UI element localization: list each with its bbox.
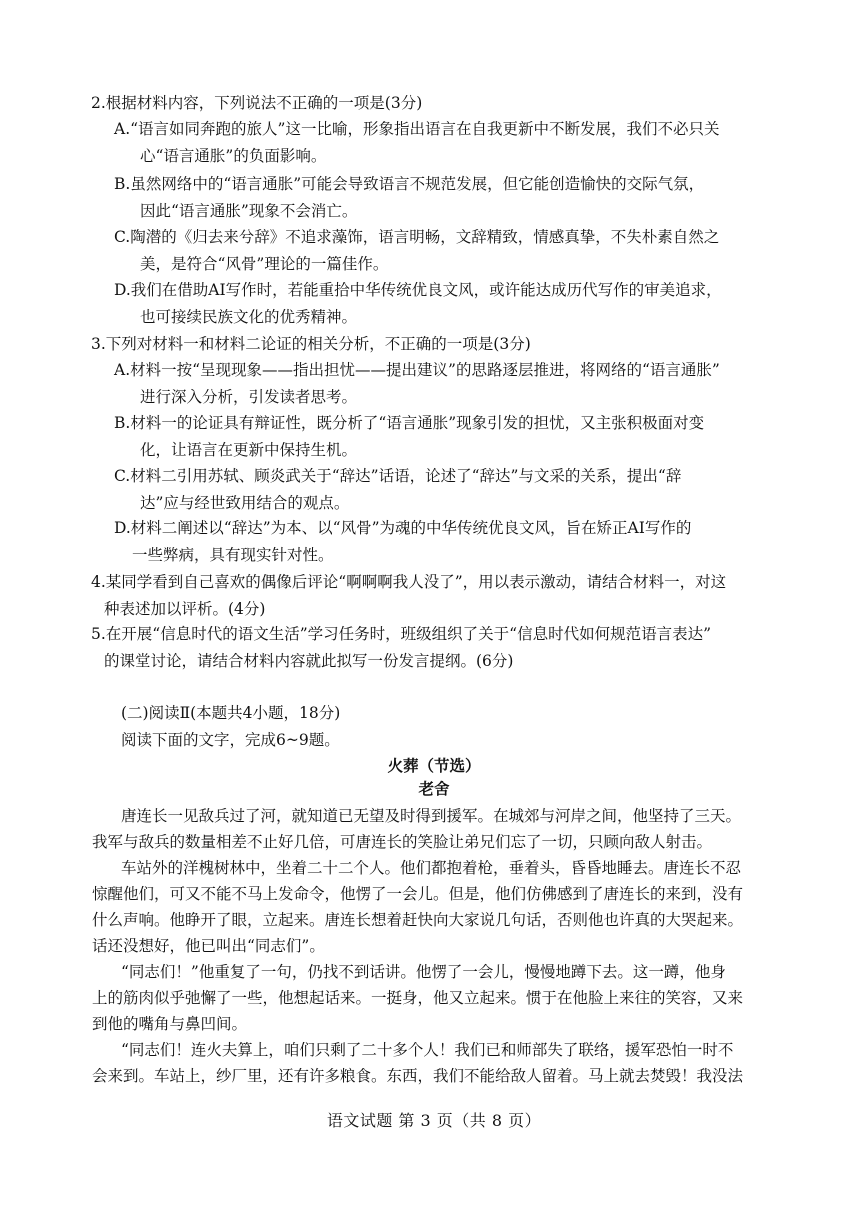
- paragraph-2-line-3: 什么声响。他睁开了眼，立起来。唐连长想着赶快向大家说几句话，否则他也许真的大哭起来。: [92, 911, 744, 929]
- article-author: 老舍: [418, 779, 450, 798]
- q3-option-a-cont: 进行深入分析，引发读者思考。: [140, 388, 358, 406]
- q2-option-a: A.“语言如同奔跑的旅人”这一比喻，形象指出语言在自我更新中不断发展，我们不必只关: [114, 120, 720, 138]
- q3-option-b: B.材料一的论证具有辩证性，既分析了“语言通胀”现象引发的担忧，又主张积极面对变: [114, 414, 705, 432]
- q2-option-a-cont: 心“语言通胀”的负面影响。: [140, 147, 327, 165]
- q2-option-c-cont: 美，是符合“风骨”理论的一篇佳作。: [140, 255, 389, 273]
- section-instruction: 阅读下面的文字，完成6~9题。: [121, 731, 340, 749]
- paragraph-3-line-2: 上的筋肉似乎弛懈了一些，他想起话来。一挺身，他又立起来。惯于在他脸上来往的笑容，又来: [92, 989, 744, 1007]
- q2-option-b-cont: 因此“语言通胀”现象不会消亡。: [140, 202, 358, 220]
- paragraph-3-line-1: “同志们！”他重复了一句，仍找不到话讲。他愣了一会儿，慢慢地蹲下去。这一蹲，他身: [121, 963, 726, 981]
- q3-option-c: C.材料二引用苏轼、顾炎武关于“辞达”话语，论述了“辞达”与文采的关系，提出“辞: [114, 467, 682, 485]
- q2-option-d: D.我们在借助AI写作时，若能重拾中华传统优良文风，或许能达成历代写作的审美追求，: [114, 281, 722, 299]
- q2-stem: 2.根据材料内容，下列说法不正确的一项是(3分): [91, 94, 423, 112]
- q5-stem-cont: 的课堂讨论，请结合材料内容就此拟写一份发言提纲。(6分): [104, 652, 514, 670]
- q2-option-b: B.虽然网络中的“语言通胀”可能会导致语言不规范发展，但它能创造愉快的交际气氛，: [114, 175, 705, 193]
- q5-stem: 5.在开展“信息时代的语文生活”学习任务时，班级组织了关于“信息时代如何规范语言表达”: [91, 625, 711, 643]
- q3-option-d: D.材料二阐述以“辞达”为本、以“风骨”为魂的中华传统优良文风，旨在矫正AI写作的: [114, 519, 692, 537]
- q3-option-b-cont: 化，让语言在更新中保持生机。: [140, 441, 358, 459]
- q3-option-c-cont: 达”应与经世致用结合的观点。: [140, 494, 350, 512]
- paragraph-1-line-1: 唐连长一见敌兵过了河，就知道已无望及时得到援军。在城郊与河岸之间，他坚持了三天。: [121, 807, 742, 825]
- section-heading: (二)阅读Ⅱ(本题共4小题，18分): [121, 704, 341, 722]
- q3-stem: 3.下列对材料一和材料二论证的相关分析，不正确的一项是(3分): [91, 335, 531, 353]
- paragraph-2-line-4: 话还没想好，他已叫出“同志们”。: [92, 937, 325, 955]
- page-footer: 语文试题 第 3 页（共 8 页）: [326, 1111, 542, 1130]
- q2-option-c: C.陶潜的《归去来兮辞》不追求藻饰，语言明畅，文辞精致，情感真挚，不失朴素自然之: [114, 228, 720, 246]
- paragraph-2-line-2: 惊醒他们，可又不能不马上发命令，他愣了一会儿。但是，他们仿佛感到了唐连长的来到，没有: [92, 885, 744, 903]
- paragraph-3-line-3: 到他的嘴角与鼻凹间。: [92, 1015, 248, 1033]
- q3-option-a: A.材料一按“呈现现象——指出担忧——提出建议”的思路逐层推进，将网络的“语言通胀”: [114, 361, 720, 379]
- q4-stem: 4.某同学看到自己喜欢的偶像后评论“啊啊啊我人没了”，用以表示激动，请结合材料一，对这: [91, 573, 727, 591]
- q2-option-d-cont: 也可接续民族文化的优秀精神。: [140, 308, 358, 326]
- q4-stem-cont: 种表述加以评析。(4分): [104, 600, 266, 618]
- paragraph-2-line-1: 车站外的洋槐树林中，坐着二十二个人。他们都抱着枪，垂着头，昏昏地睡去。唐连长不忍: [121, 859, 742, 877]
- article-title: 火葬（节选）: [387, 756, 481, 775]
- paragraph-4-line-1: “同志们！连火夫算上，咱们只剩了二十多个人！我们已和师部失了联络，援军恐怕一时不: [121, 1041, 734, 1059]
- q3-option-d-cont: 一些弊病，具有现实针对性。: [132, 546, 334, 564]
- paragraph-4-line-2: 会来到。车站上，纱厂里，还有许多粮食。东西，我们不能给敌人留着。马上就去焚毁！我没法: [92, 1067, 744, 1085]
- paragraph-1-line-2: 我军与敌兵的数量相差不止好几倍，可唐连长的笑脸让弟兄们忘了一切，只顾向敌人射击。: [92, 833, 713, 851]
